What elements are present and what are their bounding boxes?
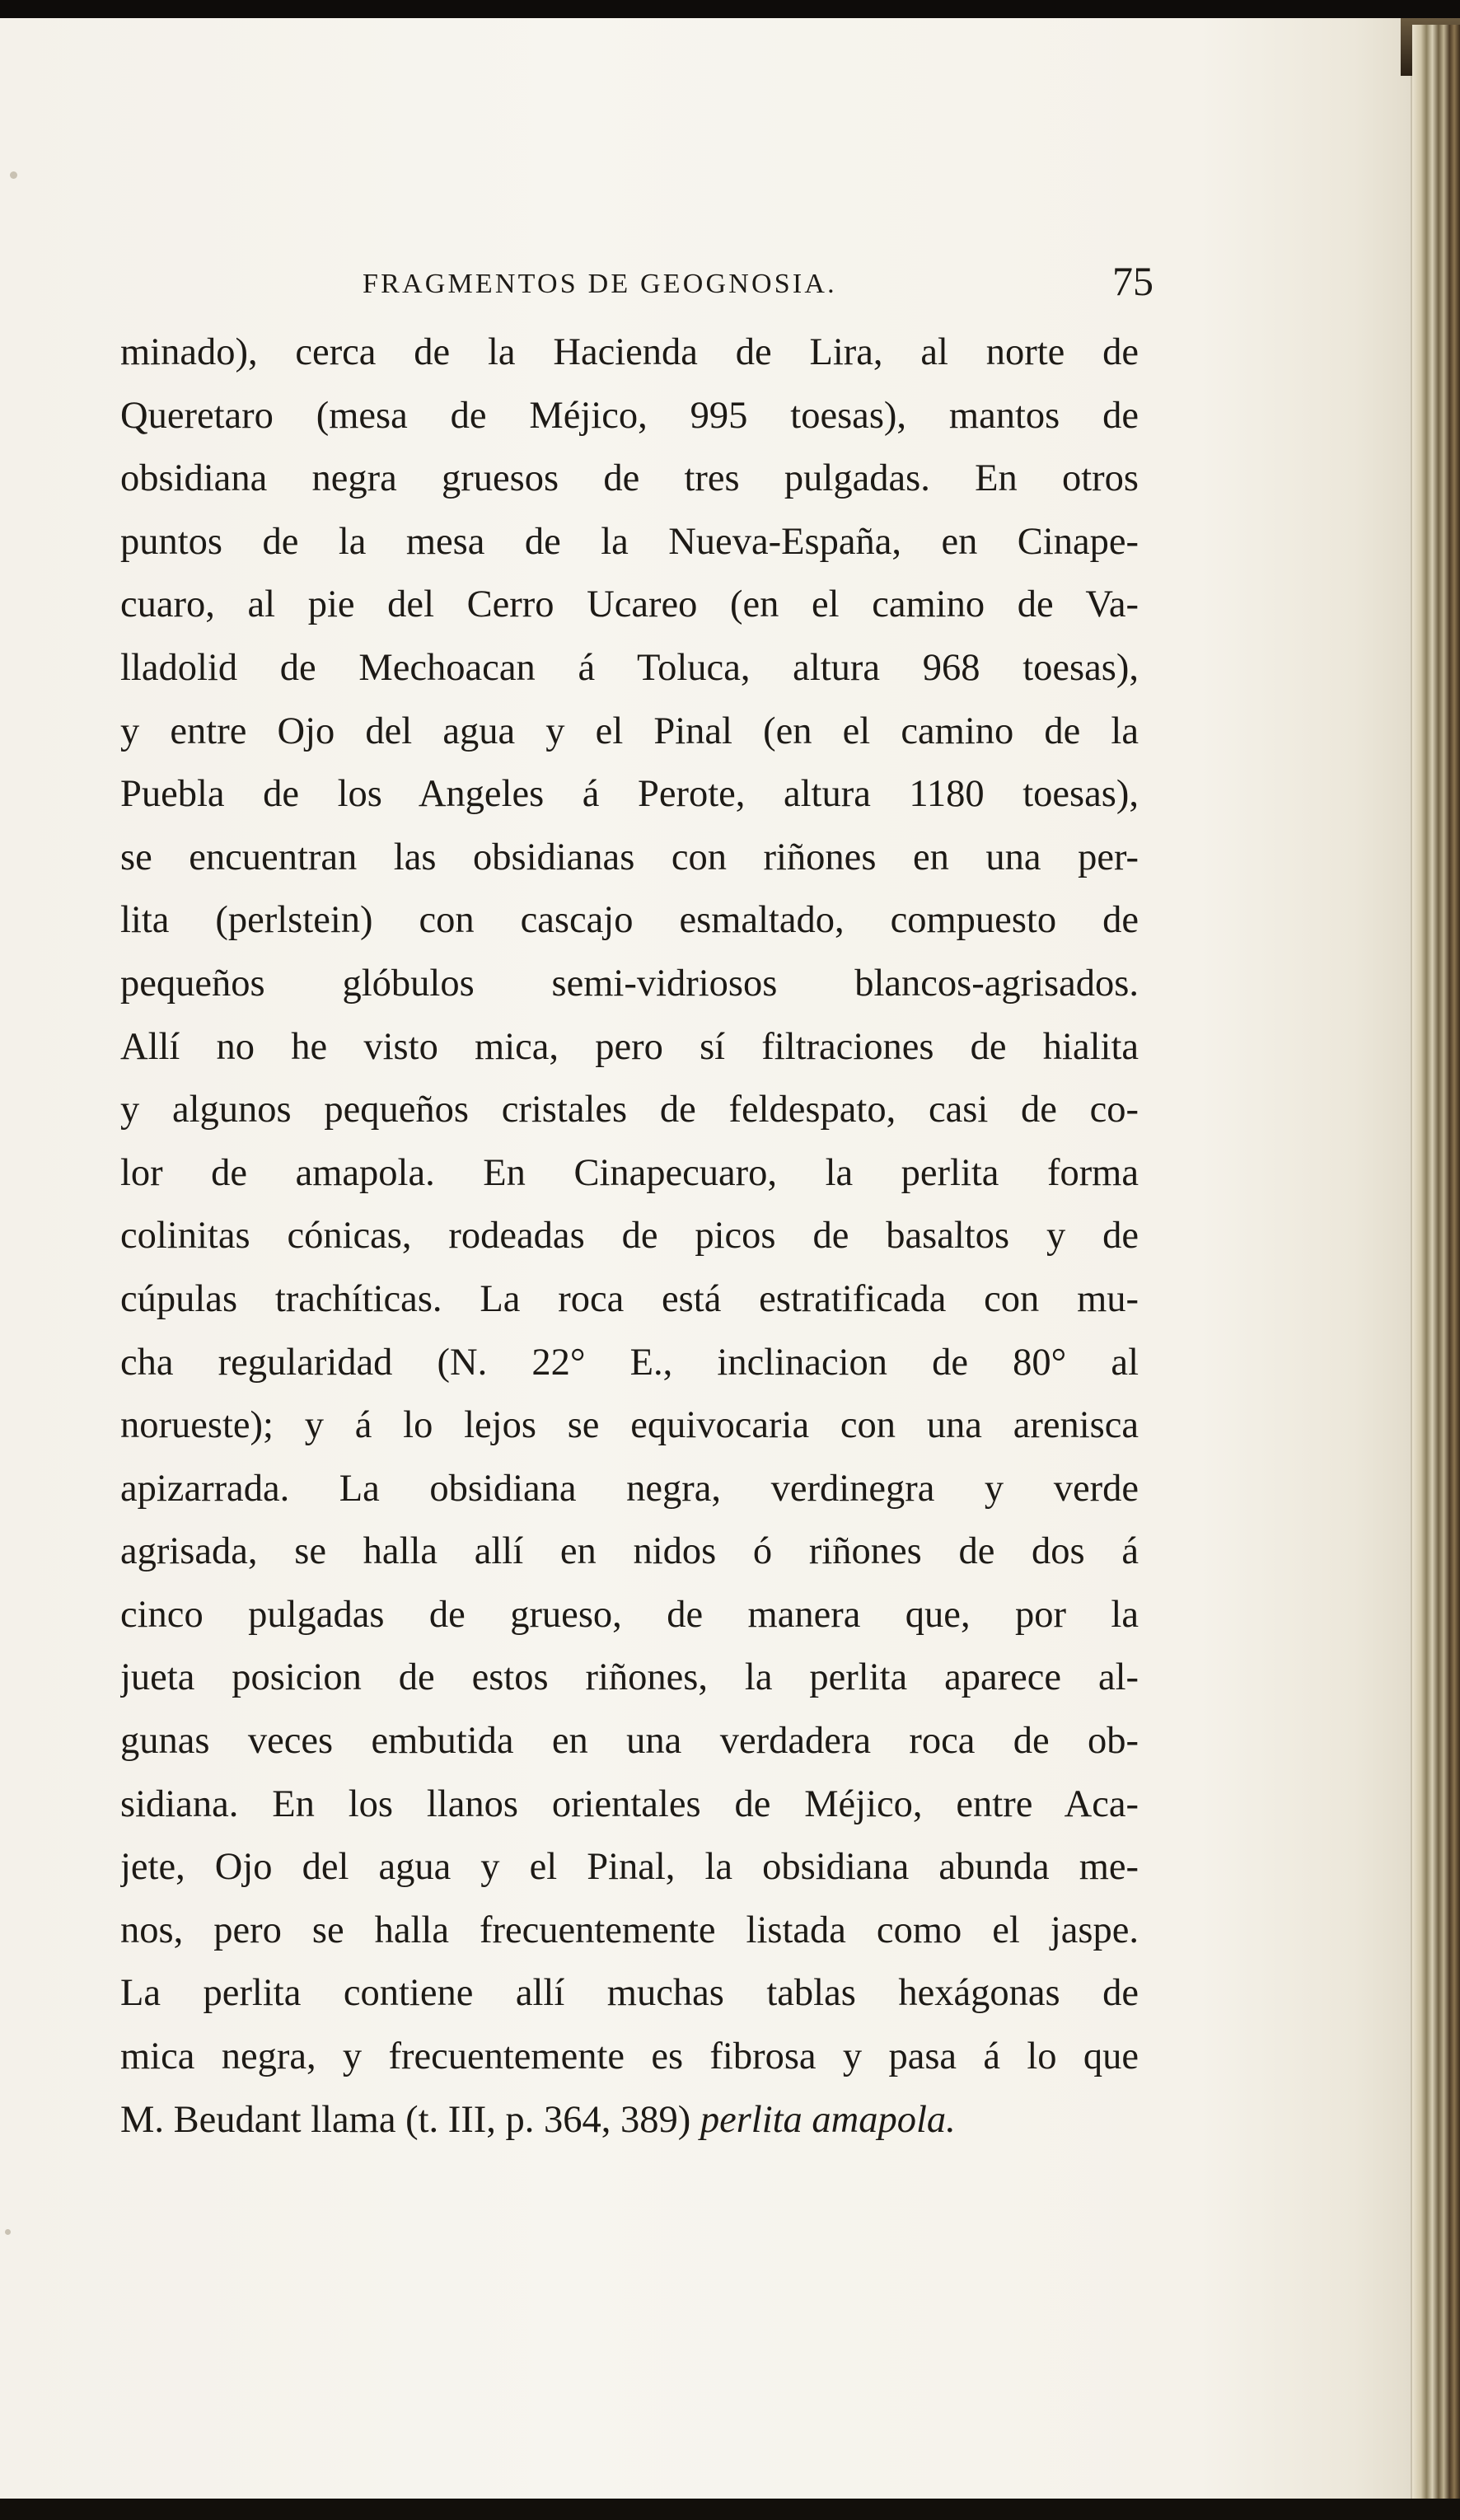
text-line: La perlita contiene allí muchas tablas hexágonas de bbox=[120, 1972, 1139, 2015]
scan-top-edge bbox=[0, 0, 1460, 18]
page-number: 75 bbox=[1112, 258, 1153, 304]
body-text bbox=[120, 321, 1139, 2152]
running-title: FRAGMENTOS DE GEOGNOSIA. bbox=[363, 269, 837, 299]
text-line: nos, pero se halla frecuentemente listada como el jaspe. bbox=[120, 1909, 1139, 1951]
text-line: lor de amapola. En Cinapecuaro, la perlita forma bbox=[120, 1151, 1139, 1194]
text-line: cinco pulgadas de grueso, de manera que, por la bbox=[120, 1593, 1139, 1636]
text-line: lladolid de Mechoacan á Toluca, altura 968 toesas), bbox=[120, 646, 1139, 689]
book-binding-edge bbox=[1412, 25, 1460, 2505]
text-line: mica negra, y frecuentemente es fibrosa y pasa á lo que bbox=[120, 2035, 1139, 2078]
text-line: puntos de la mesa de la Nueva-España, en Cinape- bbox=[120, 520, 1139, 563]
text-line-last bbox=[120, 2089, 1139, 2152]
text-line: jueta posicion de estos riñones, la perlita aparece al- bbox=[120, 1656, 1139, 1699]
paper-speck bbox=[10, 171, 17, 179]
scan-bottom-edge bbox=[0, 2499, 1460, 2520]
text-line: obsidiana negra gruesos de tres pulgadas. En otros bbox=[120, 457, 1139, 500]
text-line: gunas veces embutida en una verdadera roca de ob- bbox=[120, 1720, 1139, 1763]
text-line: y algunos pequeños cristales de feldespato, casi de co- bbox=[120, 1089, 1139, 1131]
text-line: cha regularidad (N. 22° E., inclinacion de 80° al bbox=[120, 1341, 1139, 1384]
text-line: colinitas cónicas, rodeadas de picos de basaltos y de bbox=[120, 1215, 1139, 1258]
text-line: sidiana. En los llanos orientales de Méjico, entre Aca- bbox=[120, 1782, 1139, 1825]
text-line: norueste); y á lo lejos se equivocaria con una arenisca bbox=[120, 1404, 1139, 1447]
text-line: y entre Ojo del agua y el Pinal (en el camino de la bbox=[120, 710, 1139, 752]
text-line: Allí no he visto mica, pero sí filtraciones de hialita bbox=[120, 1025, 1139, 1068]
text-line: pequeños glóbulos semi-vidriosos blancos-agrisados. bbox=[120, 962, 1139, 1005]
text-line: apizarrada. La obsidiana negra, verdinegra y verde bbox=[120, 1467, 1139, 1510]
page-header bbox=[124, 257, 1153, 307]
text-line: cuaro, al pie del Cerro Ucareo (en el camino de Va- bbox=[120, 583, 1139, 626]
paper-speck bbox=[5, 2229, 11, 2235]
text-line: cúpulas trachíticas. La roca está estratificada con mu- bbox=[120, 1277, 1139, 1320]
text-line: Puebla de los Angeles á Perote, altura 1180 toesas), bbox=[120, 773, 1139, 816]
text-line: jete, Ojo del agua y el Pinal, la obsidiana abunda me- bbox=[120, 1846, 1139, 1889]
text-line: se encuentran las obsidianas con riñones en una per- bbox=[120, 836, 1139, 878]
italic-term: perlita amapola. bbox=[700, 2098, 956, 2141]
text-line: lita (perlstein) con cascajo esmaltado, compuesto de bbox=[120, 899, 1139, 942]
text-line: minado), cerca de la Hacienda de Lira, al norte de bbox=[120, 331, 1139, 373]
text-line-last-roman: M. Beudant llama (t. III, p. 364, 389) bbox=[120, 2098, 691, 2141]
text-line: Queretaro (mesa de Méjico, 995 toesas), mantos de bbox=[120, 394, 1139, 437]
text-line: agrisada, se halla allí en nidos ó riñones de dos á bbox=[120, 1530, 1139, 1573]
